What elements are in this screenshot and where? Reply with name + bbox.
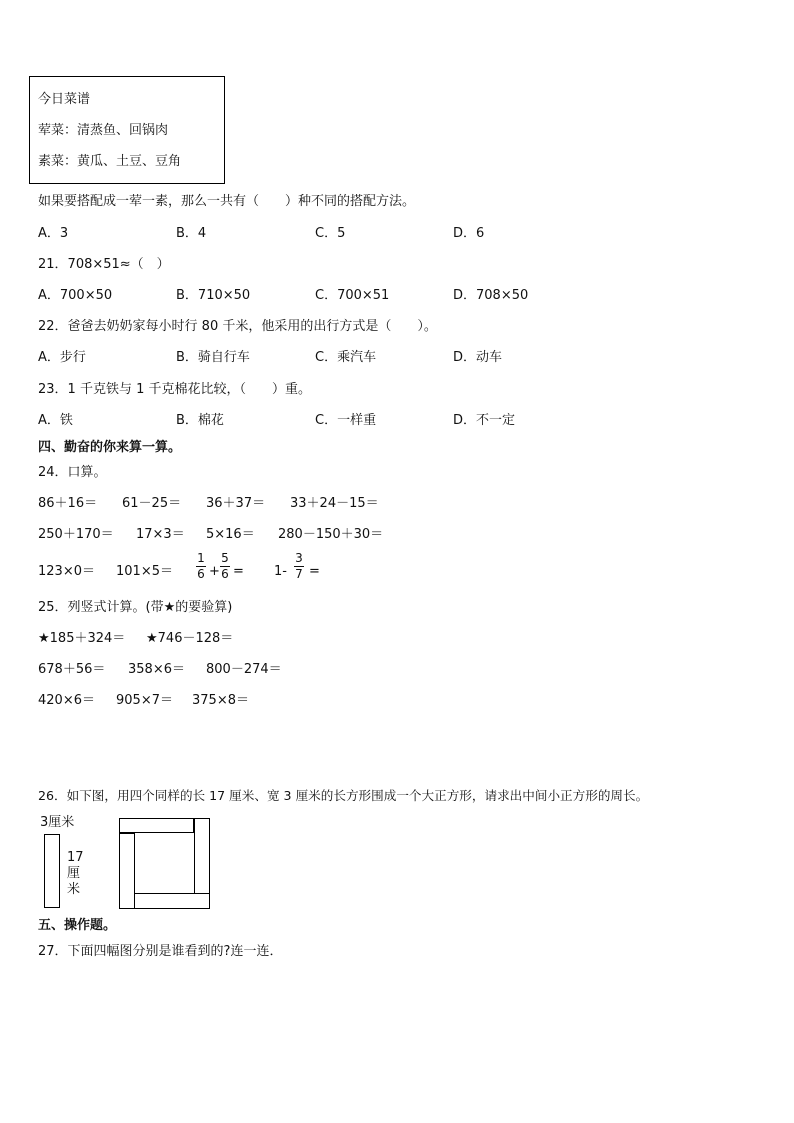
fraction: 5 6 bbox=[221, 551, 229, 581]
option-c: C．一样重 bbox=[315, 413, 377, 428]
calc-item: ★746－128＝ bbox=[146, 631, 234, 646]
calc-item: ★185＋324＝ bbox=[38, 631, 126, 646]
calc-item: 61－25＝ bbox=[122, 496, 182, 511]
calc-item: 123×0＝ bbox=[38, 564, 95, 579]
question-26: 26．如下图，用四个同样的长 17 厘米、宽 3 厘米的长方形围成一个大正方形，请求出中间小正方形的周长。 bbox=[38, 788, 649, 803]
calc-item: 375×8＝ bbox=[192, 693, 249, 708]
length-label-li: 厘 bbox=[67, 866, 81, 881]
calc-item: 5×16＝ bbox=[206, 527, 255, 542]
option-a: A．700×50 bbox=[38, 288, 113, 303]
option-d: D．708×50 bbox=[453, 288, 529, 303]
menu-title: 今日菜谱 bbox=[38, 92, 91, 107]
calc-item: 36＋37＝ bbox=[206, 496, 266, 511]
option-b: B．4 bbox=[176, 226, 207, 241]
option-b: B．骑自行车 bbox=[176, 350, 250, 365]
calc-item: 101×5＝ bbox=[116, 564, 173, 579]
calc-item: 800－274＝ bbox=[206, 662, 282, 677]
option-c: C．5 bbox=[315, 226, 346, 241]
calc-item: 678＋56＝ bbox=[38, 662, 106, 677]
rectangle-right bbox=[194, 818, 210, 894]
calc-item: 280－150＋30＝ bbox=[278, 527, 384, 542]
question-21: 21．708×51≈（ ） bbox=[38, 257, 170, 272]
operator: + bbox=[209, 564, 220, 579]
rectangle-bottom bbox=[134, 893, 210, 909]
equals: = bbox=[233, 564, 244, 579]
fraction: 1 6 bbox=[197, 551, 205, 581]
length-label-17: 17 bbox=[67, 850, 84, 865]
whole-number: 1- bbox=[274, 564, 287, 579]
option-b: B．710×50 bbox=[176, 288, 251, 303]
option-b: B．棉花 bbox=[176, 413, 224, 428]
calc-item: 33＋24－15＝ bbox=[290, 496, 379, 511]
option-c: C．乘汽车 bbox=[315, 350, 377, 365]
question-22: 22．爸爸去奶奶家每小时行 80 千米，他采用的出行方式是（ ）。 bbox=[38, 319, 437, 334]
calc-item: 420×6＝ bbox=[38, 693, 95, 708]
option-a: A．铁 bbox=[38, 413, 73, 428]
rectangle-left bbox=[119, 833, 135, 909]
option-d: D．6 bbox=[453, 226, 485, 241]
calc-item: 358×6＝ bbox=[128, 662, 185, 677]
question-27: 27．下面四幅图分别是谁看到的?连一连． bbox=[38, 944, 283, 959]
question-24: 24．口算。 bbox=[38, 465, 107, 480]
fraction: 3 7 bbox=[295, 551, 303, 581]
width-label: 3厘米 bbox=[40, 815, 75, 830]
calc-item: 86＋16＝ bbox=[38, 496, 98, 511]
menu-meat: 荤菜：清蒸鱼、回锅肉 bbox=[38, 123, 169, 138]
option-c: C．700×51 bbox=[315, 288, 390, 303]
rectangle-top bbox=[119, 818, 194, 833]
question-20: 如果要搭配成一荤一素，那么一共有（ ）种不同的搭配方法。 bbox=[38, 194, 416, 209]
section-heading-4: 四、勤奋的你来算一算。 bbox=[38, 440, 182, 455]
length-label-mi: 米 bbox=[67, 882, 81, 897]
calc-item: 905×7＝ bbox=[116, 693, 173, 708]
question-25: 25．列竖式计算。(带★的要验算) bbox=[38, 600, 233, 615]
calc-item: 17×3＝ bbox=[136, 527, 185, 542]
option-a: A．3 bbox=[38, 226, 69, 241]
section-heading-5: 五、操作题。 bbox=[38, 918, 117, 933]
equals: = bbox=[309, 564, 320, 579]
calc-item: 250＋170＝ bbox=[38, 527, 114, 542]
option-d: D．动车 bbox=[453, 350, 503, 365]
option-d: D．不一定 bbox=[453, 413, 516, 428]
option-a: A．步行 bbox=[38, 350, 86, 365]
single-rectangle bbox=[44, 834, 60, 908]
question-23: 23．1 千克铁与 1 千克棉花比较，（ ）重。 bbox=[38, 382, 311, 397]
menu-veg: 素菜：黄瓜、土豆、豆角 bbox=[38, 154, 182, 169]
